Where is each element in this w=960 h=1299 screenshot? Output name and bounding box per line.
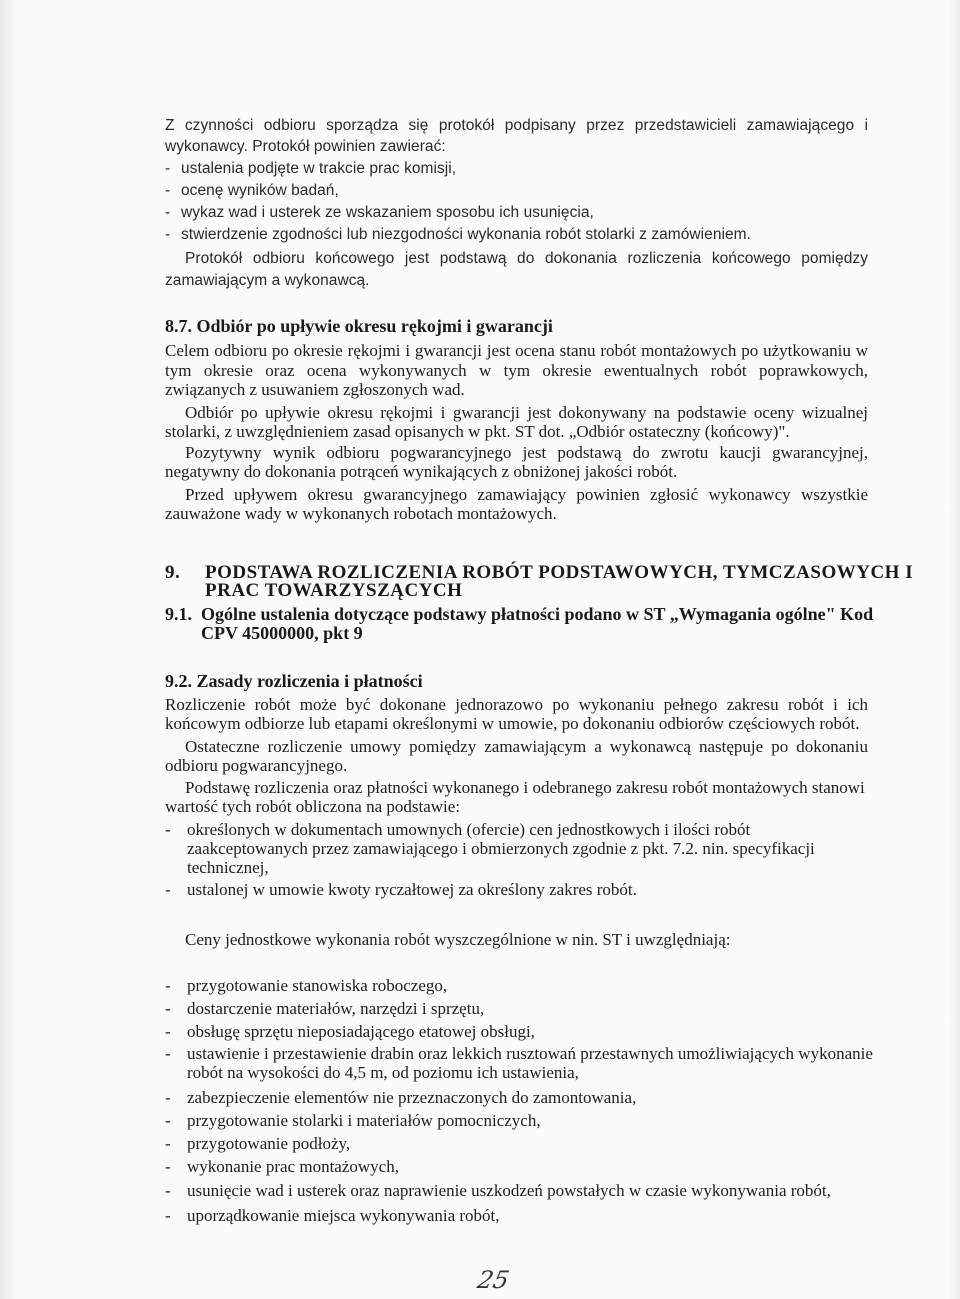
paragraph-line: Podstawę rozliczenia oraz płatności wykonanego i odebranego zakresu robót montażowych stanowi — [185, 778, 865, 797]
list-item-text: uporządkowanie miejsca wykonywania robót, — [187, 1206, 500, 1225]
list-dash: - — [165, 999, 171, 1018]
list-dash: - — [165, 1134, 171, 1153]
list-item-text: ocenę wyników badań, — [181, 182, 339, 199]
list-item-text: określonych w dokumentach umownych (ofercie) cen jednostkowych i ilości robót — [187, 820, 751, 839]
paragraph-line: zauważone wady w wykonanych robotach montażowych. — [165, 504, 557, 523]
section-title: CPV 45000000, pkt 9 — [201, 623, 363, 643]
list-item-text: zabezpieczenie elementów nie przeznaczonych do zamontowania, — [187, 1088, 637, 1107]
list-item-text: technicznej, — [187, 858, 269, 877]
intro-line: wykonawcy. Protokół powinien zawierać: — [165, 138, 446, 155]
list-item-text: przygotowanie stanowiska roboczego, — [187, 976, 448, 995]
section-heading: 9.2. Zasady rozliczenia i płatności — [165, 671, 423, 691]
paragraph-line: końcowym odbiorze lub etapami określonymi w umowie, po dokonaniu odbiorów częściowych robót. — [165, 714, 860, 733]
list-item-text: przygotowanie podłoży, — [187, 1134, 351, 1153]
paragraph-line: Odbiór po upływie okresu rękojmi i gwarancji jest dokonywany na podstawie oceny wizualnej — [185, 403, 868, 422]
list-dash: - — [165, 976, 171, 995]
chapter-title: PRAC TOWARZYSZĄCYCH — [205, 580, 463, 601]
list-item-text: ustalonej w umowie kwoty ryczałtowej za określony zakres robót. — [187, 880, 637, 899]
list-dash: - — [165, 1088, 171, 1107]
section-number: 9.1. — [165, 604, 192, 624]
list-dash: - — [165, 820, 171, 839]
intro-line: Z czynności odbioru sporządza się protokół podpisany przez przedstawicieli zamawiającego i — [165, 117, 868, 134]
list-item-text: wykonanie prac montażowych, — [187, 1157, 399, 1176]
section-title: Ogólne ustalenia dotyczące podstawy płatności podano w ST „Wymagania ogólne" Kod — [201, 604, 874, 624]
list-dash: - — [165, 1206, 171, 1225]
paragraph-line: odbioru pogwarancyjnego. — [165, 756, 348, 775]
list-dash: - — [165, 226, 171, 243]
list-item-text: zaakceptowanych przez zamawiającego i obmierzonych zgodnie z pkt. 7.2. nin. specyfikacji — [187, 839, 815, 858]
paragraph-line: Pozytywny wynik odbioru pogwarancyjnego jest podstawą do zwrotu kaucji gwarancyjnej, — [185, 443, 868, 462]
list-dash: - — [165, 1111, 171, 1130]
list-dash: - — [165, 1181, 171, 1200]
scan-edge-right — [948, 0, 960, 1299]
list-item-text: obsługę sprzętu nieposiadającego etatowej obsługi, — [187, 1022, 535, 1041]
paragraph-line: Celem odbioru po okresie rękojmi i gwarancji jest ocena stanu robót montażowych po użytkowaniu w — [165, 341, 868, 360]
list-dash: - — [165, 1022, 171, 1041]
paragraph-line: wartość tych robót obliczona na podstawie: — [165, 797, 461, 816]
paragraph-line: Ostateczne rozliczenie umowy pomiędzy zamawiającym a wykonawcą następuje po dokonaniu — [185, 737, 868, 756]
paragraph-line: Przed upływem okresu gwarancyjnego zamawiający powinien zgłosić wykonawcy wszystkie — [185, 485, 868, 504]
list-dash: - — [165, 204, 171, 221]
protocol-line: zamawiającym a wykonawcą. — [165, 272, 370, 289]
list-dash: - — [165, 880, 171, 899]
scan-edge-left — [0, 0, 18, 1299]
list-item-text: przygotowanie stolarki i materiałów pomocniczych, — [187, 1111, 541, 1130]
protocol-line: Protokół odbioru końcowego jest podstawą do dokonania rozliczenia końcowego pomiędzy — [185, 250, 868, 267]
list-item-text: usunięcie wad i usterek oraz naprawienie uszkodzeń powstałych w czasie wykonywania robót, — [187, 1181, 831, 1200]
paragraph-line: negatywny do dokonania potrąceń wynikających z obniżonej jakości robót. — [165, 462, 678, 481]
list-item-text: dostarczenie materiałów, narzędzi i sprzętu, — [187, 999, 485, 1018]
paragraph-line: związanych z usuwaniem zgłoszonych wad. — [165, 380, 465, 399]
list-dash: - — [165, 1044, 171, 1063]
list-dash: - — [165, 182, 171, 199]
list-item-text: ustalenia podjęte w trakcie prac komisji, — [181, 160, 457, 177]
list-item-text: ustawienie i przestawienie drabin oraz lekkich rusztowań przestawnych umożliwiających wykonanie — [187, 1044, 873, 1063]
list-dash: - — [165, 1157, 171, 1176]
paragraph-line: tym okresie oraz ocena wykonywanych w tym okresie ewentualnych robót poprawkowych, — [165, 361, 868, 380]
chapter-number: 9. — [165, 562, 181, 583]
paragraph-line: stolarki, z uwzględnieniem zasad opisanych w pkt. ST dot. „Odbiór ostateczny (końcowy)". — [165, 422, 790, 441]
section-heading: 8.7. Odbiór po upływie okresu rękojmi i gwarancji — [165, 316, 553, 336]
list-dash: - — [165, 160, 171, 177]
prices-intro: Ceny jednostkowe wykonania robót wyszczególnione w nin. ST i uwzględniają: — [185, 930, 731, 949]
chapter-title: PODSTAWA ROZLICZENIA ROBÓT PODSTAWOWYCH, TYMCZASOWYCH I — [205, 562, 914, 583]
list-item-text: stwierdzenie zgodności lub niezgodności wykonania robót stolarki z zamówieniem. — [181, 226, 751, 243]
page-number: 25 — [475, 1266, 512, 1294]
list-item-text: wykaz wad i usterek ze wskazaniem sposobu ich usunięcia, — [181, 204, 594, 221]
paragraph-line: Rozliczenie robót może być dokonane jednorazowo po wykonaniu pełnego zakresu robót i ich — [165, 695, 868, 714]
list-item-text: robót na wysokości do 4,5 m, od poziomu ich ustawienia, — [187, 1063, 579, 1082]
